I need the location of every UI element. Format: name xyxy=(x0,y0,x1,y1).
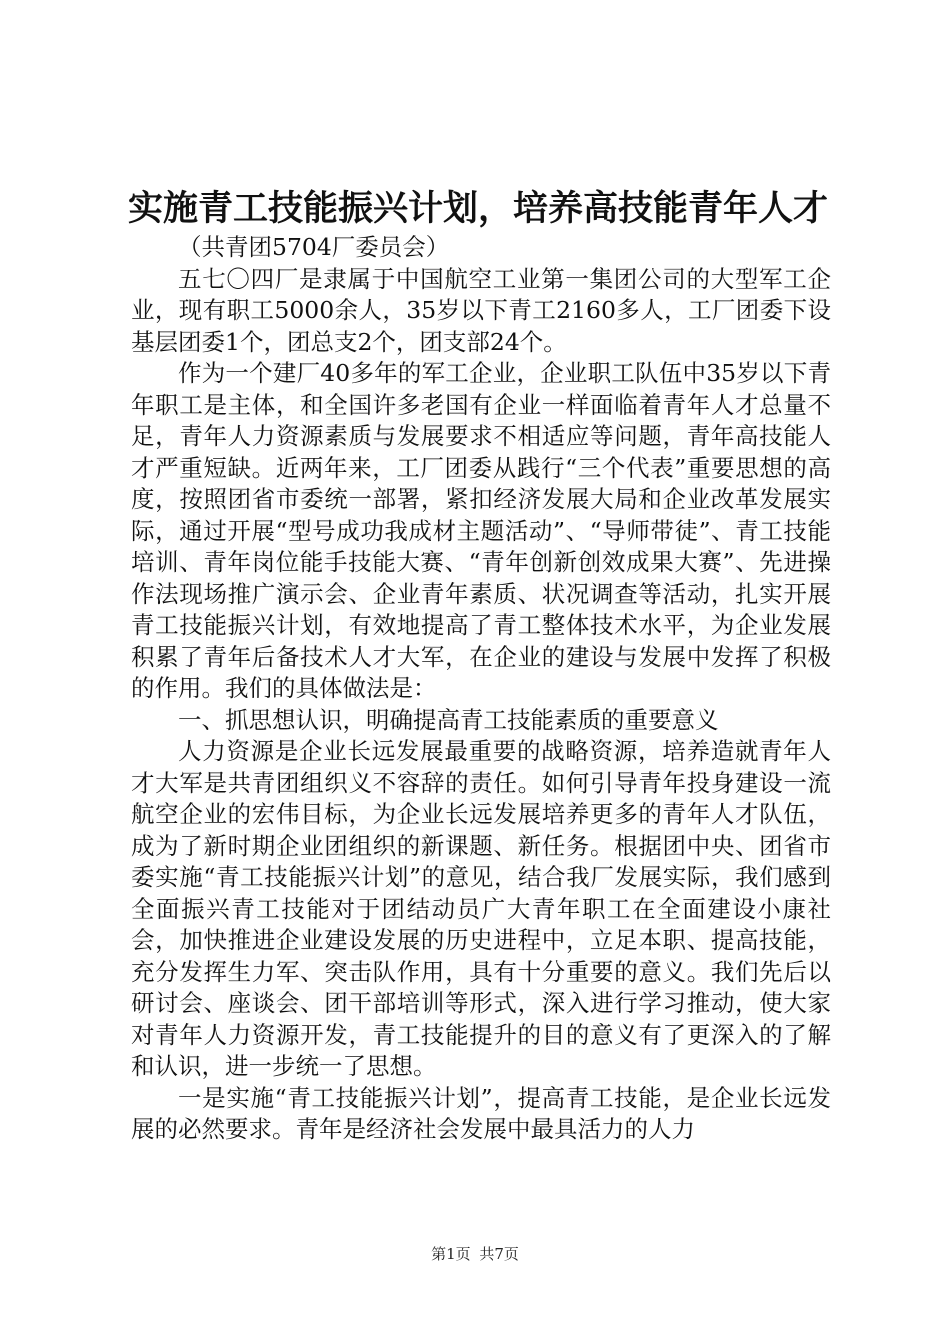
paragraph-intro: 五七〇四厂是隶属于中国航空工业第一集团公司的大型军工企业，现有职工5000余人，35岁以下青工2160多人，工厂团委下设基层团委1个，团总支2个，团支部24个。 xyxy=(131,264,831,356)
page-number: 第1页 xyxy=(431,1245,471,1263)
page-footer xyxy=(0,1244,950,1264)
document-body xyxy=(131,232,831,1146)
paragraph-section-1: 人力资源是企业长远发展最重要的战略资源，培养造就青年人才大军是共青团组织义不容辞的责任。如何引导青年投身建设一流航空企业的宏伟目标，为企业长远发展培养更多的青年人才队伍，成为了新时期企业团组织的新课题、新任务。根据团中央、团省市委实施“青工技能振兴计划”的意见，结合我厂发展实际，我们感到全面振兴青工技能对于团结动员广大青年职工在全面建设小康社会，加快推进企业建设发展的历史进程中，立足本职、提高技能，充分发挥生力军、突击队作用，具有十分重要的意义。我们先后以研讨会、座谈会、团干部培训等形式，深入进行学习推动，使大家对青年人力资源开发，青工技能提升的目的意义有了更深入的了解和认识，进一步统一了思想。 xyxy=(131,737,831,1080)
section-heading-1: 一、抓思想认识，明确提高青工技能素质的重要意义 xyxy=(178,705,719,734)
author-line: （共青团5704厂委员会） xyxy=(178,233,450,261)
document-title: 实施青工技能振兴计划，培养高技能青年人才 xyxy=(128,188,829,229)
paragraph-background: 作为一个建厂40多年的军工企业，企业职工队伍中35岁以下青年职工是主体，和全国许多老国有企业一样面临着青年人才总量不足，青年人力资源素质与发展要求不相适应等问题，青年高技能人才严重短缺。近两年来，工厂团委从践行“三个代表”重要思想的高度，按照团省市委统一部署，紧扣经济发展大局和企业改革发展实际，通过开展“型号成功我成材主题活动”、“导师带徒”、青工技能培训、青年岗位能手技能大赛、“青年创新创效成果大赛”、先进操作法现场推广演示会、企业青年素质、状况调查等活动，扎实开展青工技能振兴计划，有效地提高了青工整体技术水平，为企业发展积累了青年后备技术人才大军，在企业的建设与发展中发挥了积极的作用。我们的具体做法是： xyxy=(131,359,831,702)
page-total: 共7页 xyxy=(479,1245,519,1263)
paragraph-point-1: 一是实施“青工技能振兴计划”，提高青工技能，是企业长远发展的必然要求。青年是经济社会发展中最具活力的人力 xyxy=(131,1083,831,1143)
